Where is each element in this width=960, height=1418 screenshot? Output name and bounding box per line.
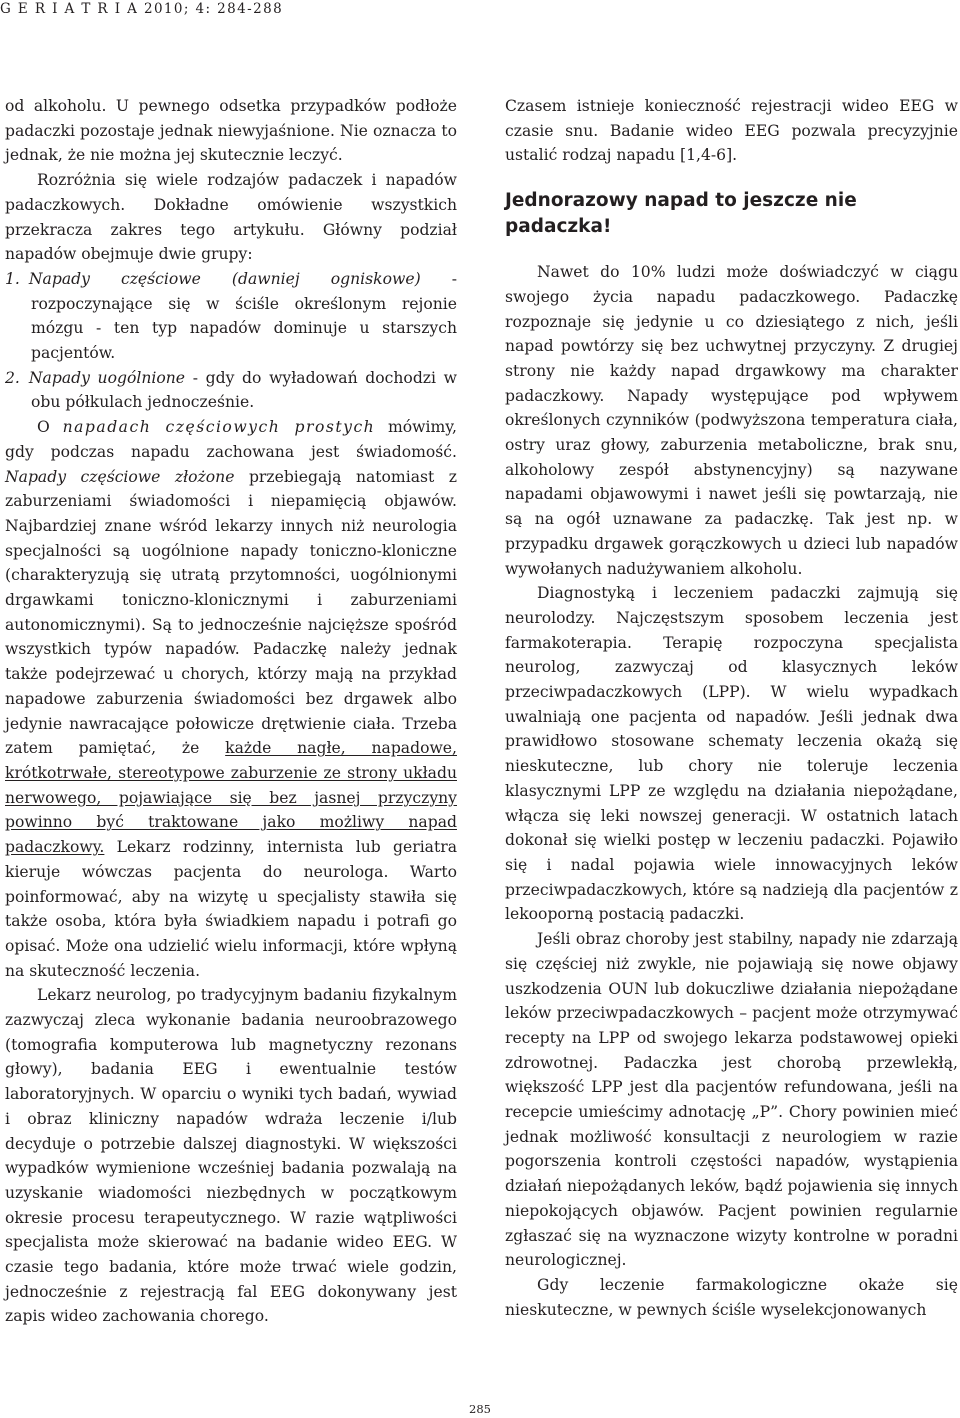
emphasis-term: Napady częściowe złożone <box>5 467 235 486</box>
section-heading: Jednorazowy napad to jeszcze nie padaczka! <box>505 190 857 238</box>
list-number: 1. <box>5 269 20 288</box>
paragraph: Nawet do 10% ludzi może doświadczyć w ciągu swojego życia napadu padaczkowego. Padaczkę rozpoznaje się jedynie u co dziesiątego z nich, jeśli napad powtórzy się bez uchwytnej przyczyny. Z drugiej strony nie każdy napad drgawkowy ma charakter padaczkowy. Napady występujące pod wpływem określonych czynników (podwyższona temperatura ciała, ostry uraz głowy, zaburzenia metaboliczne, brak snu, alkoholowy zespół abstynencyjny) są nazywane napadami objawowymi i nawet jeśli się powtarzają, nie są na ogół uznawane za padaczkę. Tak jest np. w przypadku drgawek gorączkowych u dzieci lub napadów wywołanych nadużywaniem alkoholu. <box>505 263 958 578</box>
text-run: przebiegają natomiast z zaburzeniami świadomości i niepamięcią objawów. Najbardziej znane wśród lekarzy innych niż neurologia specjalności są uogólnione napady toniczno-kloniczne (charakteryzują się utratą przytomności, uogólnionymi drgawkami toniczno-klonicznymi i zaburzeniami autonomicznymi). Są to jednocześnie najcięższe spośród wszystkich typów napadów. Padaczkę należy jednak także podejrzewać u chorych, którzy mają na przykład napadowe zaburzenia świadomości bez drgawek albo jedynie nawracające połowicze drętwienie ciała. Trzeba zatem pamiętać, że <box>5 467 457 758</box>
underlined-statement: każde nagłe, napadowe, krótkotrwałe, stereotypowe zaburzenie ze strony układu nerwowego, pojawiające się bez jasnej przyczyny powinno być traktowane jako możliwy napad padaczkowy. <box>5 739 457 857</box>
list-item <box>5 366 457 415</box>
list-number: 2. <box>5 368 20 387</box>
list-term: Napady częściowe (dawniej ogniskowe) <box>28 269 421 288</box>
paragraph: Czasem istnieje konieczność rejestracji wideo EEG w czasie snu. Badanie wideo EEG pozwala precyzyjnie ustalić rodzaj napadu [1,4-6]. <box>505 97 958 165</box>
paragraph <box>5 415 457 983</box>
list-item <box>5 267 457 366</box>
emphasis-term: napadach częściowych prostych <box>62 418 376 437</box>
paragraph: Diagnostyką i leczeniem padaczki zajmują się neurolodzy. Najczęstszym sposobem leczenia jest farmakoterapia. Terapię rozpoczyna specjalista neurolog, zazwyczaj od klasycznych leków przeciwpadaczkowych (LPP). W wielu wypadkach uwalniają one pacjenta od napadów. Jeśli jednak dwa prawidłowo stosowane schematy leczenia okażą się nieskuteczne, lub chory nie toleruje leczenia klasycznymi LPP ze względu na działania niepożądane, włącza się leki nowszej generacji. W ostatnich latach dokonał się wielki postęp w leczeniu padaczki. Pojawiło się i nadal pojawia wiele innowacyjnych leków przeciwpadaczkowych, które są nadzieją dla pacjentów z lekooporną postacią padaczki. <box>505 584 958 924</box>
paragraph: Lekarz neurolog, po tradycyjnym badaniu fizykalnym zazwyczaj zleca wykonanie badania neuroobrazowego (tomografia komputerowa lub magnetyczny rezonans głowy), badania EEG i ewentualnie testów laboratoryjnych. W oparciu o wyniki tych badań, wywiad i obraz kliniczny napadów wdraża leczenie i/lub decyduje o potrzebie dalszej diagnostyki. W większości wypadków wymienione wcześniej badania pozwalają na uzyskanie wiadomości niezbędnych w początkowym okresie procesu terapeutycznego. W razie wątpliwości specjalista może skierować na badanie wideo EEG. W czasie tego badania, które może trwać wiele godzin, jednocześnie z rejestracją fal EEG dokonywany jest zapis wideo zachowania chorego. <box>5 986 457 1326</box>
paragraph: Gdy leczenie farmakologiczne okaże się nieskuteczne, w pewnych ściśle wyselekcjonowanych <box>505 1275 958 1319</box>
running-head: G E R I A T R I A 2010; 4: 284-288 <box>0 1 284 17</box>
text-run: Lekarz rodzinny, internista lub geriatra kieruje wówczas pacjenta do neurologa. Warto poinformować, aby na wizytę u specjalisty stawiła się także osoba, która była świadkiem napadu i potrafi go opisać. Może ona udzielić wielu informacji, które wpłyną na skuteczność leczenia. <box>5 838 457 980</box>
list-term: Napady uogólnione <box>28 368 186 387</box>
list-text: - gdy do wyładowań dochodzi w obu półkulach jednocześnie. <box>31 368 458 412</box>
list-text: - rozpoczynające się w ściśle określonym rejonie mózgu - ten typ napadów dominuje u starszych pacjentów. <box>31 269 458 363</box>
text-run: mówimy, gdy podczas napadu zachowana jest świadomość. <box>5 418 457 461</box>
right-column <box>505 94 958 1322</box>
text-run: O <box>37 418 63 437</box>
left-column <box>5 94 457 1329</box>
paragraph: Rozróżnia się wiele rodzajów padaczek i napadów padaczkowych. Dokładne omówienie wszystkich przekracza zakres tego artykułu. Główny podział napadów obejmuje dwie grupy: <box>5 171 457 264</box>
paragraph: od alkoholu. U pewnego odsetka przypadków podłoże padaczki pozostaje jednak niewyjaśnione. Nie oznacza to jednak, że nie można jej skutecznie leczyć. <box>5 97 457 165</box>
page-number: 285 <box>469 1402 491 1416</box>
paragraph: Jeśli obraz choroby jest stabilny, napady nie zdarzają się częściej niż zwykle, nie pojawiają się nowe objawy uszkodzenia OUN lub dokuczliwe działania niepożądane leków przeciwpadaczkowych – pacjent może otrzymywać recepty na LPP od swojego lekarza podstawowej opieki zdrowotnej. Padaczka jest chorobą przewlekłą, większość LPP jest dla pacjentów refundowana, jeśli na recepcie umieścimy adnotację „P”. Chory powinien mieć jednak możliwość konsultacji z neurologiem w razie pogorszenia kontroli częstości napadów, wystąpienia działań niepożądanych leków, bądź pojawienia się innych niepokojących objawów. Pacjent powinien regularnie zgłaszać się na wyznaczone wizyty kontrolne w poradni neurologicznej. <box>505 930 958 1270</box>
